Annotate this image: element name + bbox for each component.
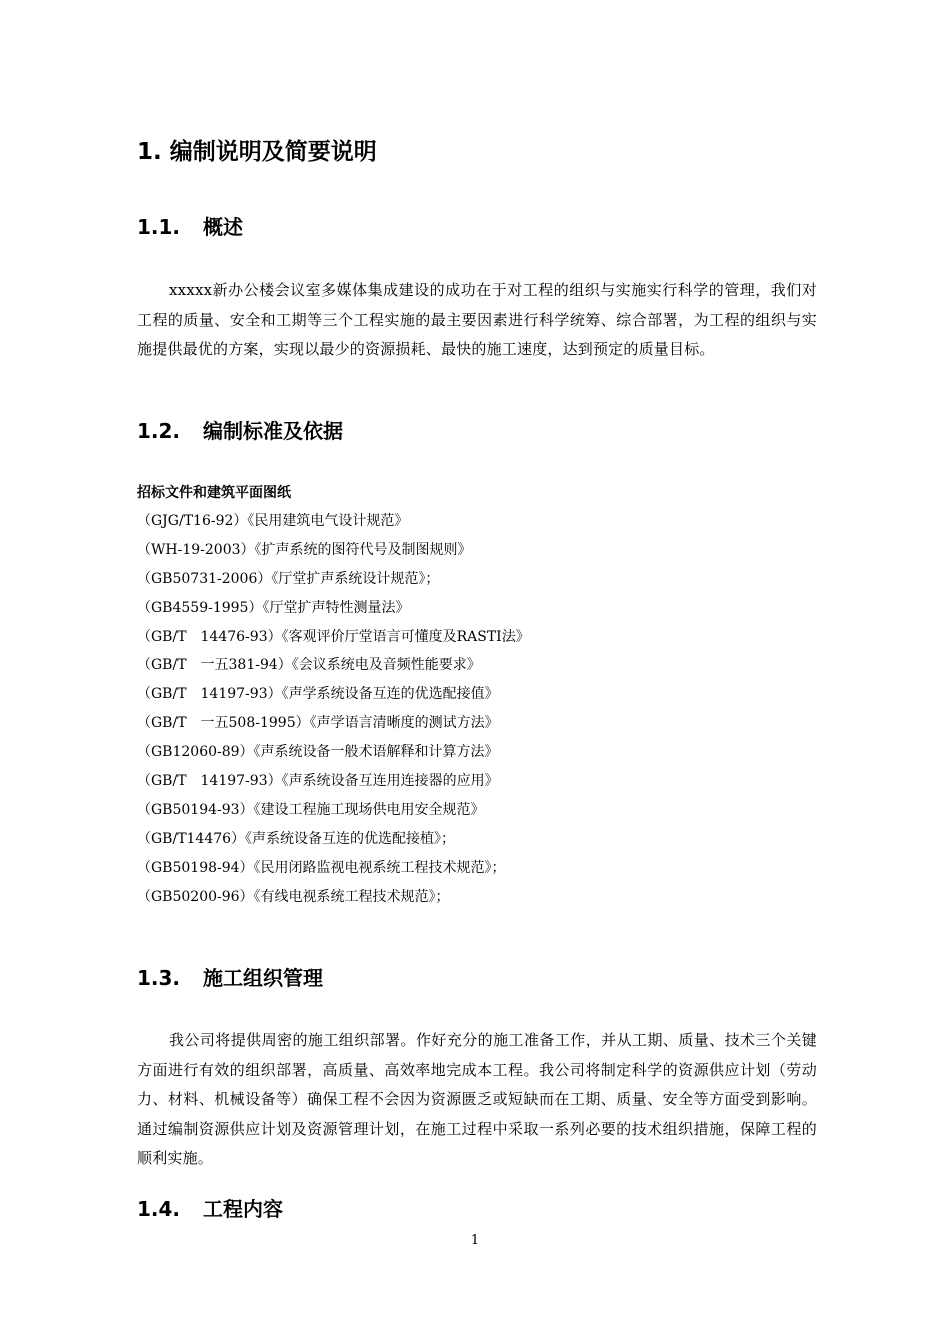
heading-number: 1.3. [137,966,181,990]
construction-management-paragraph: 我公司将提供周密的施工组织部署。作好充分的施工准备工作，并从工期、质量、技术三个关键方面进行有效的组织部署，高质量、高效率地完成本工程。我公司将制定科学的资源供应计划（劳动力、材料、机械设备等）确保工程不会因为资源匮乏或短缺而在工期、质量、安全等方面受到影响。通过编制资源供应计划及资源管理计划，在施工过程中采取一系列必要的技术组织措施，保障工程的顺利实施。 [137,1031,817,1167]
standards-list [137,507,530,911]
standard-item: （GB50198-94）《民用闭路监视电视系统工程技术规范》； [137,859,506,876]
page-number: 1 [470,1233,480,1248]
standard-item: （GB/T 14197-93）《声学系统设备互连的优选配接值》 [137,686,499,703]
heading-1-4 [137,1194,283,1224]
heading-title: 概述 [203,215,243,239]
heading-1-2 [137,416,343,446]
heading-1-1 [137,212,243,242]
standard-item: （GB/T 14476-93）《客观评价厅堂语言可懂度及RASTI法》 [137,628,530,645]
standard-item: （GB50731-2006）《厅堂扩声系统设计规范》； [137,570,440,587]
standard-item: （GB50194-93）《建设工程施工现场供电用安全规范》 [137,801,485,818]
heading-title: 施工组织管理 [203,966,323,990]
heading-number: 1.2. [137,419,181,443]
standard-item: （GB/T 14197-93）《声系统设备互连用连接器的应用》 [137,773,499,790]
standards-subheading: 招标文件和建筑平面图纸 [137,485,291,501]
standard-item: （GJG/T16-92）《民用建筑电气设计规范》 [137,513,409,529]
standard-item: （GB/T 一五508-1995）《声学语言清晰度的测试方法》 [137,715,499,732]
overview-paragraph: xxxxx新办公楼会议室多媒体集成建设的成功在于对工程的组织与实施实行科学的管理，我们对工程的质量、安全和工期等三个工程实施的最主要因素进行科学统筹、综合部署，为工程的组织与实施提供最优的方案，实现以最少的资源损耗、最快的施工速度，达到预定的质量目标。 [137,281,817,358]
standard-item: （GB4559-1995）《厅堂扩声特性测量法》 [137,599,410,616]
heading-number: 1.1. [137,215,181,239]
standard-item: （GB12060-89）《声系统设备一般术语解释和计算方法》 [137,744,499,761]
heading-1-number: 1. [137,139,162,165]
standard-item: （GB/T14476）《声系统设备互连的优选配接植》； [137,830,456,847]
heading-title: 编制标准及依据 [203,419,343,443]
heading-number: 1.4. [137,1197,181,1221]
heading-1-3 [137,963,323,993]
heading-1-title: 编制说明及简要说明 [169,139,377,165]
standard-item: （WH-19-2003）《扩声系统的图符代号及制图规则》 [137,541,472,558]
standard-item: （GB50200-96）《有线电视系统工程技术规范》； [137,888,450,905]
standard-item: （GB/T 一五381-94）《会议系统电及音频性能要求》 [137,657,481,674]
heading-1 [137,136,377,168]
heading-title: 工程内容 [203,1197,283,1221]
